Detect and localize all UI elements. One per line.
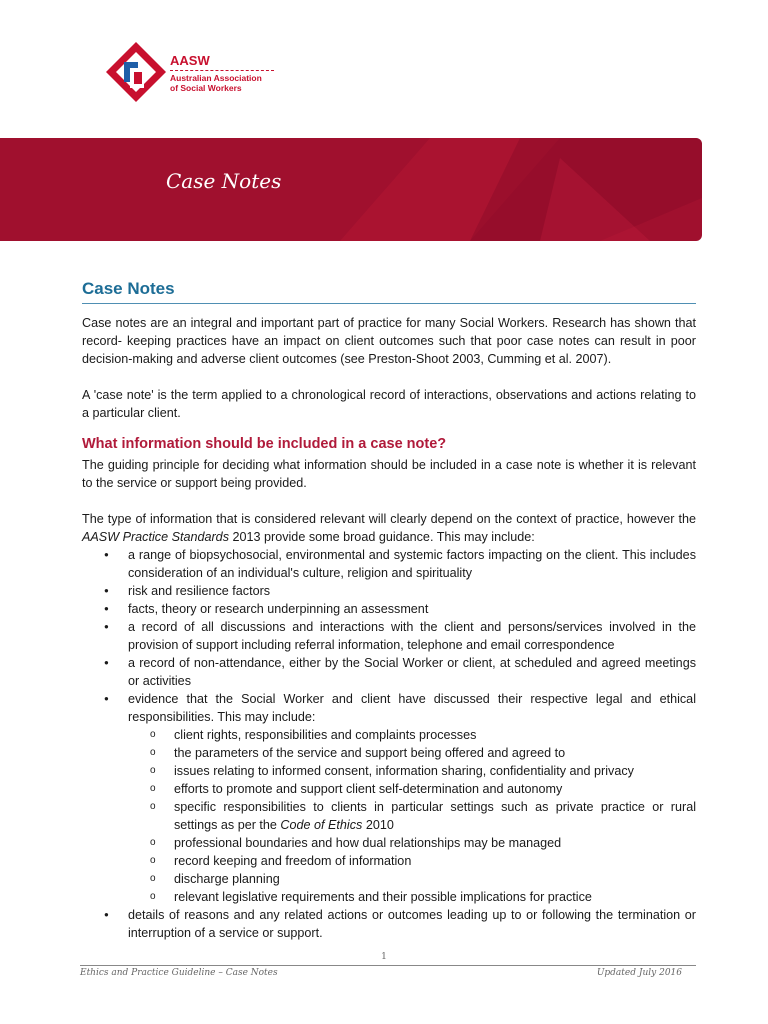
main-content	[82, 279, 696, 942]
list-item: ● facts, theory or research underpinning an assessment	[82, 600, 696, 618]
logo-subtitle-line2: of Social Workers	[170, 83, 242, 93]
logo-subtitle-line1: Australian Association	[170, 73, 262, 83]
title-banner	[0, 138, 702, 241]
section-heading: Case Notes	[82, 279, 696, 304]
logo-divider	[170, 70, 274, 71]
list-item: ● details of reasons and any related actions or outcomes leading up to or following the termination or interruption of a service or support.	[82, 906, 696, 942]
sublist-item: o the parameters of the service and support being offered and agreed to	[128, 744, 696, 762]
list-item: ● a range of biopsychosocial, environmental and systemic factors impacting on the client. This includes consideration of an individual's culture, religion and spirituality	[82, 546, 696, 582]
sublist-item: o client rights, responsibilities and complaints processes	[128, 726, 696, 744]
banner-diamond-pattern-icon	[0, 138, 702, 241]
practice-standards-title: AASW Practice Standards	[82, 530, 229, 544]
subsection-heading: What information should be included in a case note?	[82, 436, 447, 452]
footer-document-title: Ethics and Practice Guideline – Case Notes	[80, 968, 278, 978]
banner-title: Case Notes	[166, 169, 282, 193]
sublist-item: o relevant legislative requirements and their possible implications for practice	[128, 888, 696, 906]
code-of-ethics-title: Code of Ethics	[280, 818, 363, 832]
sublist-item: o professional boundaries and how dual relationships may be managed	[128, 834, 696, 852]
guiding-principle-paragraph: The guiding principle for deciding what information should be included in a case note is whether it is relevant to the service or support being provided.	[82, 458, 696, 490]
sublist-item: o record keeping and freedom of information	[128, 852, 696, 870]
aasw-logo	[104, 40, 284, 104]
footer-update-date: Updated July 2016	[596, 968, 682, 978]
sublist-item: o specific responsibilities to clients in particular settings such as private practice or rural settings as per the Code of Ethics 2010	[128, 798, 696, 834]
list-item: ● risk and resilience factors	[82, 582, 696, 600]
sublist-item: o efforts to promote and support client self-determination and autonomy	[128, 780, 696, 798]
list-item: ● a record of all discussions and interactions with the client and persons/services involved in the provision of support including referral information, telephone and email correspondence	[82, 618, 696, 654]
intro-paragraph: Case notes are an integral and important part of practice for many Social Workers. Research has shown that record- keeping practices have an impact on client outcomes such that poor case notes can result in poor decision-making and adverse client outcomes (see Preston-Shoot 2003, Cumming et al. 2007).	[82, 316, 696, 366]
aasw-logo-mark-icon	[104, 40, 168, 104]
sublist-item: o discharge planning	[128, 870, 696, 888]
sublist-item: o issues relating to informed consent, information sharing, confidentiality and privacy	[128, 762, 696, 780]
logo-subtitle	[170, 73, 262, 93]
page-number: 1	[381, 952, 387, 962]
list-item: ● evidence that the Social Worker and client have discussed their respective legal and ethical responsibilities. This may include: o client rights, responsibilities and complaints processes o the parameters of the service and support being offered and agreed to o issues relating to informed consent, information sharing, confidentiality and privacy o efforts to promote and support client self-determination and autonomy o specific responsibilities to clients in particular settings such as private practice or rural settings as per the Code of Ethics 2010 o professional boundaries and how dual relationships may be managed o record keeping and freedom of information o discharge planning o relevant legislative requirements and their possible implications for practice	[82, 690, 696, 906]
information-list	[82, 546, 696, 942]
definition-paragraph: A 'case note' is the term applied to a chronological record of interactions, observations and actions relating to a particular client.	[82, 388, 696, 420]
guidance-paragraph: The type of information that is considered relevant will clearly depend on the context of practice, however the AASW Practice Standards 2013 provide some broad guidance. This may include:	[82, 512, 696, 544]
responsibilities-sublist	[128, 726, 696, 906]
list-item: ● a record of non-attendance, either by the Social Worker or client, at scheduled and agreed meetings or activities	[82, 654, 696, 690]
footer-divider	[80, 965, 696, 966]
logo-name: AASW	[170, 53, 210, 68]
